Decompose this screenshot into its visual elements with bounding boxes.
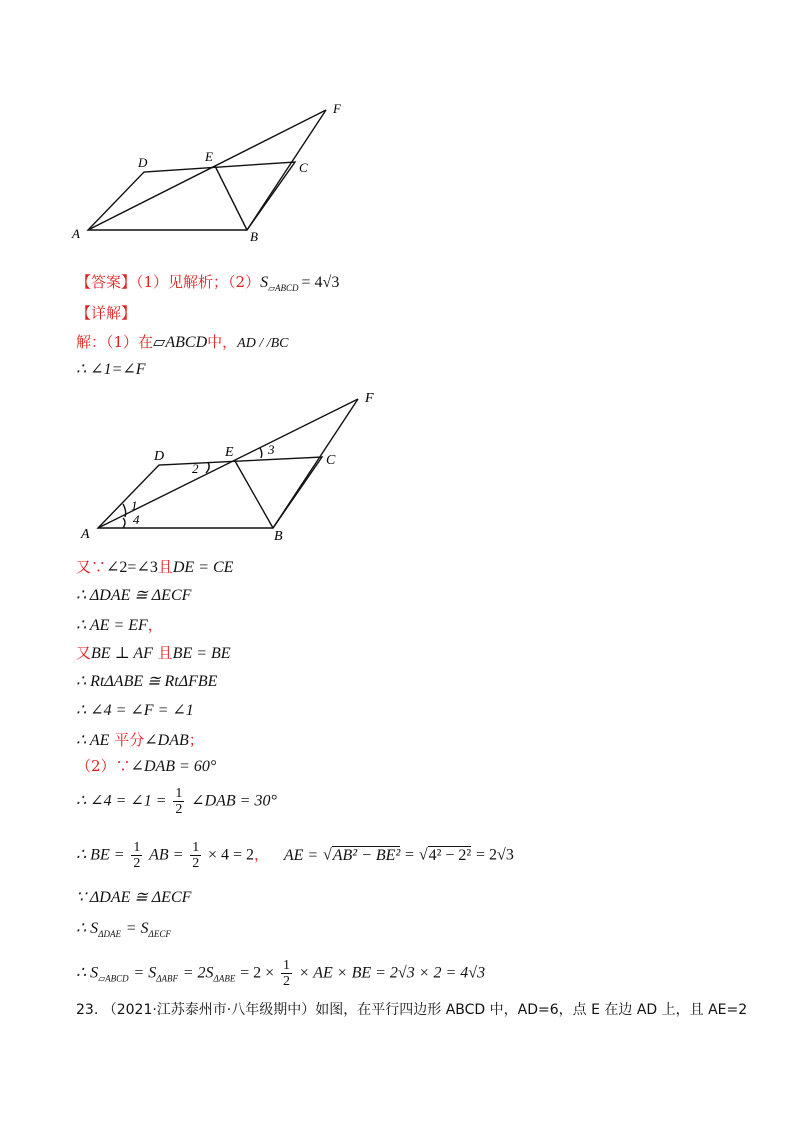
label-c: C xyxy=(299,160,308,175)
angle-label-3: 3 xyxy=(268,442,275,457)
label-d-2: D xyxy=(154,449,165,464)
math-be-perp-af: BE ⊥ AF xyxy=(91,645,153,662)
solution-line-10 xyxy=(76,756,216,777)
math-ae-eq: AE = xyxy=(283,846,319,864)
text-jie: 解：（1）在 xyxy=(76,333,154,351)
solution-line-9 xyxy=(76,730,204,751)
text-comma-2: ， xyxy=(254,845,270,864)
sub-abcd: ▱ABCD xyxy=(98,973,129,984)
label-a: A xyxy=(72,226,80,241)
solution-line-12: ∴ BE = $\frac{1}{2}$ AB = $\frac{1}{2}$ × 4 = 2， AE = √AB² − BE² = √4² − 2² = 2√3 xyxy=(76,840,514,871)
label-f-2: F xyxy=(365,391,374,406)
answer-line xyxy=(76,272,339,298)
math-ae-ef: ∴ AE = EF xyxy=(76,617,148,634)
math-ae: ∴ AE xyxy=(76,732,110,749)
question-number: 23. xyxy=(76,1002,99,1018)
solution-line-7: ∴ RtΔABE ≅ RtΔFBE xyxy=(76,673,218,690)
label-a-2: A xyxy=(81,527,90,542)
line-bf-2 xyxy=(273,399,358,528)
solution-line-11 xyxy=(76,786,277,817)
fraction-denominator: 2 xyxy=(282,974,290,989)
solution-line-5 xyxy=(76,615,163,636)
label-e: E xyxy=(205,149,213,164)
math-eq: = xyxy=(405,846,415,864)
math-angle-dab-60: ∠DAB = 60° xyxy=(130,758,217,775)
math-2sqrt3: = 2√3 xyxy=(476,846,514,864)
angle-label-1: 1 xyxy=(131,498,138,513)
sub-abf: ΔABF xyxy=(156,973,178,984)
text-you-because: 又∵ xyxy=(76,558,107,576)
math-eq-2-times: = 2 × xyxy=(240,964,275,982)
parallelogram-abcd-2 xyxy=(98,457,322,528)
math-sqrt-ab-be: AB² − BE² xyxy=(332,846,401,864)
math-eq-2s: = 2S xyxy=(182,964,214,982)
math-s: ∴ S xyxy=(76,920,99,937)
solution-line-2: ∴ ∠1=∠F xyxy=(76,361,146,378)
math-de-ce: DE = CE xyxy=(172,559,234,576)
math-final-area: × AE × BE = 2√3 × 2 = 4√3 xyxy=(298,964,486,982)
question-text: 如图，在平行四边形 ABCD 中，AD=6，点 E 在边 AD 上，且 AE=2 xyxy=(315,1002,748,1018)
parallelogram-abcd xyxy=(88,162,295,230)
math-angle-2-3: ∠2=∠3 xyxy=(106,559,158,576)
label-e-2: E xyxy=(225,445,234,460)
math-angle-4-1: ∴ ∠4 = ∠1 = xyxy=(76,792,167,810)
fraction-half-2 xyxy=(131,840,142,871)
detail-tag: 【详解】 xyxy=(76,304,137,322)
label-b-2: B xyxy=(274,529,283,544)
math-eq-s-2: = S xyxy=(133,964,157,982)
answer-value: = 4√3 xyxy=(301,274,340,291)
figure-1-parallelogram xyxy=(60,95,360,245)
text-qie-2: 且 xyxy=(157,644,173,662)
fraction-numerator: 1 xyxy=(192,840,200,855)
solution-line-14 xyxy=(76,918,171,944)
answer-s: S xyxy=(260,274,269,291)
math-ab-eq: AB = xyxy=(149,846,184,864)
solution-line-13: ∵ ΔDAE ≅ ΔECF xyxy=(76,889,192,906)
line-bf xyxy=(247,110,326,230)
label-f: F xyxy=(333,101,341,116)
solution-line-6 xyxy=(76,643,231,664)
angle-arc-4 xyxy=(123,518,125,528)
math-ad-parallel-bc: AD / /BC xyxy=(237,336,289,351)
sub-ecf: ΔECF xyxy=(148,929,171,939)
fraction-numerator: 1 xyxy=(282,958,290,973)
fraction-denominator: 2 xyxy=(192,856,200,871)
fraction-numerator: 1 xyxy=(133,840,141,855)
math-eq-s: = S xyxy=(125,920,149,937)
line-eb-2 xyxy=(235,461,273,528)
angle-arc-3 xyxy=(260,448,262,458)
solution-line-4: ∴ ΔDAE ≅ ΔECF xyxy=(76,587,192,604)
text-you: 又 xyxy=(76,644,92,662)
math-s-2: ∴ S xyxy=(76,964,99,982)
question-source: （2021·江苏泰州市·八年级期中） xyxy=(102,1002,316,1018)
text-comma: ， xyxy=(147,616,163,634)
fraction-half-4 xyxy=(281,958,292,989)
sub-abe: ΔABE xyxy=(213,973,236,984)
answer-part1: （1）见解析；（2） xyxy=(136,273,261,291)
text-part2-because: （2）∵ xyxy=(76,757,131,775)
figure-2-parallelogram-angles xyxy=(75,385,395,550)
fraction-numerator: 1 xyxy=(175,786,183,801)
math-parallelogram: ▱ABCD xyxy=(153,334,208,351)
fraction-denominator: 2 xyxy=(175,802,183,817)
fraction-denominator: 2 xyxy=(133,856,141,871)
text-zhong: 中， xyxy=(207,333,238,351)
text-semicolon: ； xyxy=(188,731,204,749)
sub-dae: ΔDAE xyxy=(98,929,121,939)
label-d: D xyxy=(138,155,148,170)
answer-tag: 【答案】 xyxy=(76,273,137,291)
question-23 xyxy=(76,1000,747,1020)
answer-s-sub: ▱ABCD xyxy=(268,283,299,293)
solution-line-3 xyxy=(76,557,233,578)
math-sqrt-4-2: 4² − 2² xyxy=(428,846,472,864)
math-times-4: × 4 = 2 xyxy=(208,846,255,864)
text-qie: 且 xyxy=(157,558,173,576)
label-b: B xyxy=(250,229,258,244)
label-c-2: C xyxy=(326,453,336,468)
line-eb xyxy=(215,166,247,230)
solution-line-15 xyxy=(76,958,485,989)
angle-label-2: 2 xyxy=(192,461,199,476)
line-af xyxy=(88,110,326,230)
math-angle-dab-30: ∠DAB = 30° xyxy=(191,792,277,810)
solution-line-8: ∴ ∠4 = ∠F = ∠1 xyxy=(76,702,194,719)
math-be-be: BE = BE xyxy=(172,645,231,662)
text-bisect: 平分 xyxy=(114,731,145,749)
fraction-half-3 xyxy=(190,840,201,871)
angle-label-4: 4 xyxy=(133,512,140,527)
solution-line-1 xyxy=(76,332,288,354)
math-be-eq: ∴ BE = xyxy=(76,846,125,864)
math-angle-dab: ∠DAB xyxy=(144,732,189,749)
angle-arc-2 xyxy=(206,462,209,473)
fraction-half xyxy=(173,786,184,817)
